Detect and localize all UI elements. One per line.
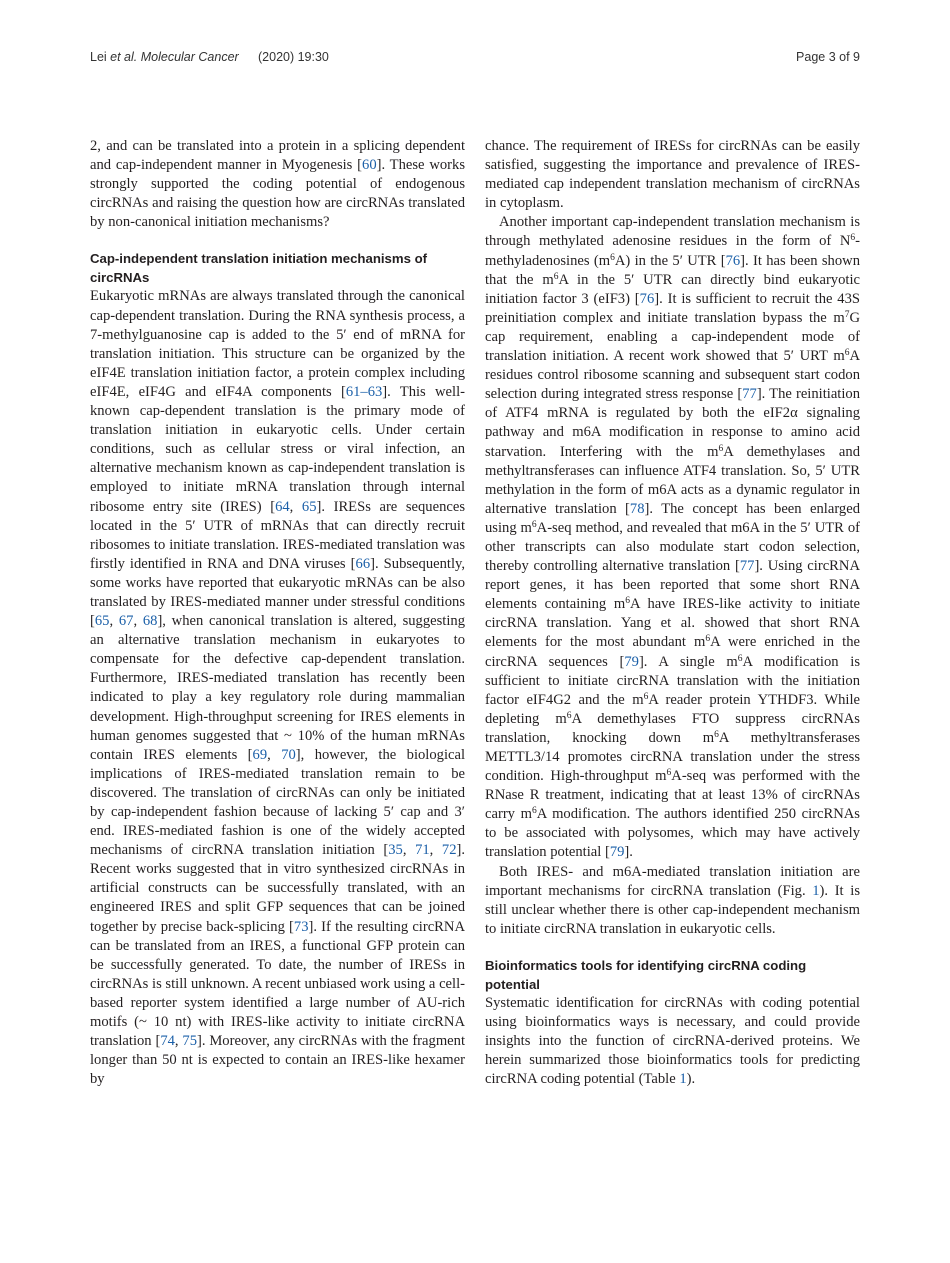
paragraph-m6a: Another important cap-independent translation mechanism is through methylated adenosine residues in the form of $N^6$-methyladenosines $(m^6A)$ in the 5′ UTR [76]. It has been shown that the $m^6A$ in the 5′ UTR can directly bind eukaryotic initiation factor 3 (eIF3) [76]. It is sufficient to recruit the 43S preinitiation complex and initiate translation bypass the $m^7G$ cap requirement, enabling a cap-independent mode of translation initiation. A recent work showed that 5′ URT $m^6A$ residues control ribosome scanning and subsequent start codon selection during integrated stress response [77]. The reinitiation of ATF4 mRNA is regulated by both the eIF2α signaling pathway and m6A modification in response to amino acid starvation. Interfering with the $m^6A$ demethylases and methyltransferases can influence ATF4 translation. So, 5′ UTR methylation in the form of m6A acts as a dynamic regulator in alternative translation [78]. The concept has been enlarged using $m^6A$-seq method, and revealed that m6A in the 5′ UTR of other transcripts can also modulate start codon selection, thereby controlling alternative translation [77]. Using circRNA report genes, it has been reported that some short RNA elements containing $m^6A$ have IRES-like activity to initiate circRNA translation. Yang et al. showed that short RNA elements for the most abundant $m^6A$ were enriched in the circRNA sequences [79]. A single $m^6A$ modification is sufficient to initiate circRNA translation with the initiation factor eIF4G2 and the $m^6A$ reader protein YTHDF3. While depleting $m^6A$ demethylases FTO suppress circRNAs translation, knocking down $m^6A$ methyltransferases METTL3/14 promotes circRNA translation under the stress condition. High-throughput $m^6A$-seq was performed with the RNase R treatment, indicating that at least 13% of circRNAs carry $m^6A$ modification. The authors identified 250 circRNAs to be associated with polysomes, which may have actively translation potential [79]. bbox=[485, 214, 861, 861]
citation-link[interactable]: 75 bbox=[182, 1033, 197, 1050]
paragraph-cap-independent: Eukaryotic mRNAs are always translated through the canonical cap-dependent translation. During the RNA synthesis process, a 7-methylguanosine cap is added to the 5′ end of mRNA for translation initiation. This structure can be organized by the eIF4E translation initiation factor, a protein complex including eIF4E, eIF4G and eIF4A components [61–63]. This well-known cap-dependent translation is the primary mode of translation initiation in eukaryotic cells. Under certain conditions, such as cellular stress or viral infection, an alternative mechanism known as cap-independent translation is employed to initiate mRNA translation through internal ribosome entry site (IRES) [64, 65]. IRESs are sequences located in the 5′ UTR of mRNAs that can directly recruit ribosomes to initiate translation. IRES-mediated translation was firstly identified in RNA and DNA viruses [66]. Subsequently, some works have reported that eukaryotic mRNAs can be also translated by IRES-mediated manner under stressful conditions [65, 67, 68], when canonical translation is altered, suggesting an alternative translation mechanism in eukaryotes to compensate for the defective cap-dependent translation. Furthermore, IRES-mediated translation has recently been indicated to play a key regulatory role during mammalian development. High-throughput screening for IRES elements in human genomes suggested that ~ 10% of the human mRNAs contain IRES elements [69, 70], however, the biological implications of IRES-mediated translation remain to be discovered. The translation of circRNAs can only be initiated by cap-independent fashion because of lacking 5′ cap and 3′ end. IRES-mediated fashion is one of the widely accepted mechanisms of circRNA translation initiation [35, 71, 72]. Recent works suggested that in vitro synthesized circRNAs in artificial constructs can be successfully translated, with an engineered IRES and split GFP sequences that can be joined together by precise back-splicing [73]. If the resulting circRNA can be translated from an IRES, a functional GFP protein can be successfully generated. To date, the number of IRESs in circRNAs is still unknown. A recent unbiased work using a cell-based reporter system identified a large number of AU-rich motifs (~ 10 nt) with IRES-like activity to initiate circRNA translation [74, 75]. Moreover, any circRNAs with the fragment longer than 50 nt is expected to contain an IRES-like hexamer by bbox=[90, 288, 466, 1088]
citation-link[interactable]: 60 bbox=[362, 157, 377, 174]
right-column bbox=[485, 137, 860, 1089]
page-number: Page 3 of 9 bbox=[796, 50, 860, 64]
citation-link[interactable]: 77 bbox=[742, 386, 757, 403]
citation-link[interactable]: 69 bbox=[252, 746, 268, 763]
left-column bbox=[90, 137, 465, 1089]
table-link[interactable]: 1 bbox=[679, 1071, 687, 1088]
figure-link[interactable]: 1 bbox=[812, 882, 820, 899]
page-header bbox=[90, 50, 860, 68]
citation-link[interactable]: 70 bbox=[281, 746, 296, 763]
citation-link[interactable]: 76 bbox=[639, 290, 655, 307]
citation-link[interactable]: 66 bbox=[355, 555, 371, 572]
paragraph-continuation-right: chance. The requirement of IRESs for circRNAs can be easily satisfied, suggesting the importance and prevalence of IRES-mediated cap independent translation mechanism of circRNAs in cytoplasm. bbox=[485, 138, 860, 212]
paragraph-both-mechanisms: Both IRES- and m6A-mediated translation initiation are important mechanisms for circRNA translation (Fig. 1). It is still unclear whether there is other cap-independent mechanism to initiate circRNA translation in eukaryotic cells. bbox=[485, 863, 860, 937]
citation-link[interactable]: 71 bbox=[415, 842, 430, 859]
paragraph-bioinformatics: Systematic identification for circRNAs with coding potential using bioinformatics ways is necessary, and could provide insights into the function of circRNA-derived proteins. We herein summarized those bioinformatics tools for predicting circRNA coding potential (Table 1). bbox=[485, 994, 860, 1088]
citation-link[interactable]: 76 bbox=[725, 252, 741, 269]
citation-link[interactable]: 67 bbox=[118, 613, 134, 630]
citation-link[interactable]: 35 bbox=[388, 842, 403, 859]
section-heading-bioinformatics: Bioinformatics tools for identifying circRNA coding potential bbox=[485, 957, 807, 992]
citation-link[interactable]: 79 bbox=[624, 653, 639, 670]
citation-link[interactable]: 72 bbox=[441, 842, 457, 859]
citation-link[interactable]: 65 bbox=[94, 613, 110, 630]
citation-link[interactable]: 77 bbox=[739, 558, 755, 575]
citation-link[interactable]: 73 bbox=[293, 918, 309, 935]
citation-link[interactable]: 78 bbox=[629, 500, 645, 517]
citation-link[interactable]: 65 bbox=[301, 498, 317, 515]
paragraph-continuation: 2, and can be translated into a protein in a splicing dependent and cap-independent manner in Myogenesis [60]. These works strongly supported the coding potential of endogenous circRNAs and raising the question how are circRNAs translated by non-canonical initiation mechanisms? bbox=[90, 138, 465, 231]
citation-link[interactable]: 68 bbox=[142, 613, 158, 630]
section-heading-cap-independent: Cap-independent translation initiation mechanisms of circRNAs bbox=[90, 251, 428, 286]
citation-link[interactable]: 64 bbox=[275, 498, 290, 515]
citation-link[interactable]: 79 bbox=[609, 844, 625, 861]
citation-link[interactable]: 61–63 bbox=[345, 383, 383, 400]
journal-citation: Lei et al. Molecular Cancer bbox=[90, 50, 239, 64]
citation-link[interactable]: 74 bbox=[160, 1033, 175, 1050]
year-volume: (2020) 19:30 bbox=[258, 50, 329, 64]
